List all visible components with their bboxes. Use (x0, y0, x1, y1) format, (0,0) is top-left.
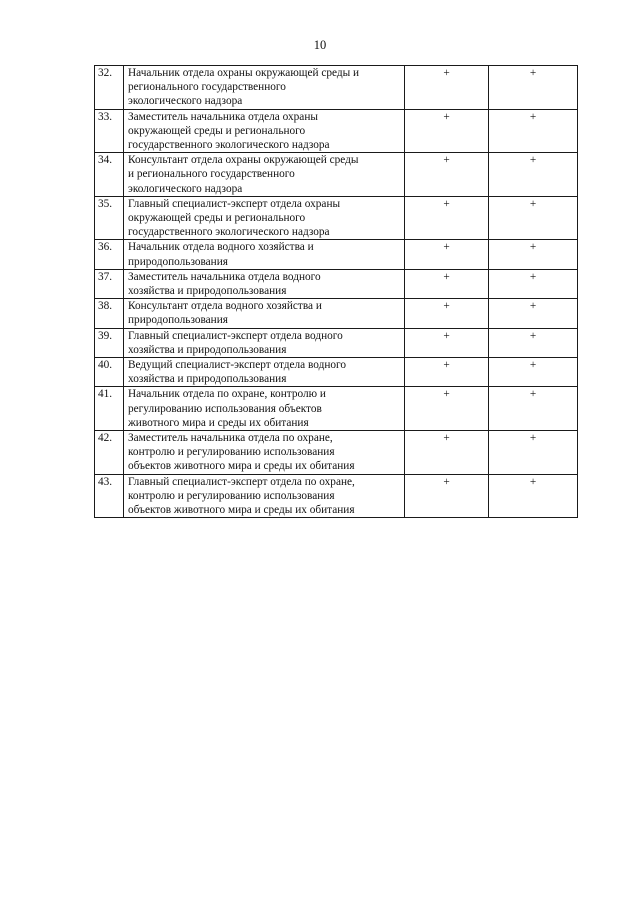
position-title-line: природопользования (128, 314, 228, 327)
mark-column-2: + (489, 431, 578, 475)
position-title (124, 358, 405, 387)
table-row (95, 299, 578, 328)
table-row (95, 109, 578, 153)
position-title (124, 387, 405, 431)
position-title-line: окружающей среды и регионального (128, 212, 306, 225)
row-number: 35. (95, 196, 124, 240)
position-title-line: и регионального государственного (128, 168, 295, 181)
mark-column-1: + (405, 387, 489, 431)
mark-column-1: + (405, 299, 489, 328)
mark-column-2: + (489, 196, 578, 240)
position-title-line: хозяйства и природопользования (128, 285, 287, 298)
position-title-line: природопользования (128, 255, 228, 268)
row-number: 37. (95, 269, 124, 298)
position-title-line: регулированию использования объектов (128, 402, 322, 415)
position-title-line: контролю и регулированию использования (128, 446, 335, 459)
table-row (95, 328, 578, 357)
mark-column-2: + (489, 66, 578, 110)
mark-column-1: + (405, 328, 489, 357)
position-title-line: контролю и регулированию использования (128, 489, 335, 502)
mark-column-1: + (405, 109, 489, 153)
mark-column-1: + (405, 240, 489, 269)
row-number: 42. (95, 431, 124, 475)
row-number: 33. (95, 109, 124, 153)
position-title-line: хозяйства и природопользования (128, 373, 287, 386)
position-title (124, 153, 405, 197)
table-row (95, 66, 578, 110)
mark-column-1: + (405, 269, 489, 298)
position-title-line: Начальник отдела по охране, контролю и (128, 388, 326, 401)
table-row (95, 240, 578, 269)
position-title-line: Главный специалист-эксперт отдела охраны (128, 197, 341, 210)
position-title (124, 269, 405, 298)
position-title-line: Начальник отдела охраны окружающей среды и (128, 67, 360, 79)
mark-column-1: + (405, 431, 489, 475)
position-title-line: окружающей среды и регионального (128, 124, 306, 137)
mark-column-1: + (405, 474, 489, 518)
page-number: 10 (313, 38, 327, 52)
row-number: 43. (95, 474, 124, 518)
mark-column-2: + (489, 109, 578, 153)
positions-table (94, 65, 578, 518)
position-title-line: Заместитель начальника отдела по охране, (128, 432, 333, 445)
mark-column-2: + (489, 153, 578, 197)
position-title-line: Консультант отдела охраны окружающей среды (128, 154, 359, 167)
table-row (95, 269, 578, 298)
position-title-line: экологического надзора (128, 95, 243, 108)
position-title (124, 109, 405, 153)
position-title-line: объектов животного мира и среды их обитания (128, 460, 355, 473)
table-row (95, 153, 578, 197)
position-title (124, 431, 405, 475)
position-title-line: регионального государственного (128, 81, 286, 94)
position-title (124, 299, 405, 328)
mark-column-2: + (489, 269, 578, 298)
position-title-line: животного мира и среды их обитания (128, 416, 309, 429)
position-title-line: Заместитель начальника отдела водного (128, 270, 321, 283)
mark-column-2: + (489, 328, 578, 357)
position-title-line: государственного экологического надзора (128, 226, 330, 239)
table-row (95, 431, 578, 475)
table-row (95, 196, 578, 240)
row-number: 38. (95, 299, 124, 328)
position-title (124, 328, 405, 357)
mark-column-1: + (405, 66, 489, 110)
mark-column-2: + (489, 474, 578, 518)
positions-table-body (95, 66, 578, 518)
row-number: 36. (95, 240, 124, 269)
position-title-line: экологического надзора (128, 182, 243, 195)
position-title-line: Заместитель начальника отдела охраны (128, 110, 318, 123)
position-title-line: государственного экологического надзора (128, 139, 330, 152)
table-row (95, 387, 578, 431)
row-number: 39. (95, 328, 124, 357)
table-row (95, 358, 578, 387)
row-number: 34. (95, 153, 124, 197)
row-number: 32. (95, 66, 124, 110)
position-title (124, 240, 405, 269)
position-title-line: Главный специалист-эксперт отдела по охране, (128, 475, 355, 488)
position-title-line: хозяйства и природопользования (128, 343, 287, 356)
position-title (124, 196, 405, 240)
row-number: 40. (95, 358, 124, 387)
position-title-line: Ведущий специалист-эксперт отдела водного (128, 359, 347, 372)
mark-column-2: + (489, 299, 578, 328)
position-title (124, 66, 405, 110)
mark-column-1: + (405, 358, 489, 387)
mark-column-2: + (489, 358, 578, 387)
mark-column-2: + (489, 240, 578, 269)
position-title-line: Главный специалист-эксперт отдела водного (128, 329, 343, 342)
table-row (95, 474, 578, 518)
mark-column-1: + (405, 196, 489, 240)
row-number: 41. (95, 387, 124, 431)
position-title-line: объектов животного мира и среды их обитания (128, 504, 355, 517)
position-title-line: Начальник отдела водного хозяйства и (128, 241, 314, 254)
position-title (124, 474, 405, 518)
mark-column-1: + (405, 153, 489, 197)
position-title-line: Консультант отдела водного хозяйства и (128, 300, 322, 313)
mark-column-2: + (489, 387, 578, 431)
